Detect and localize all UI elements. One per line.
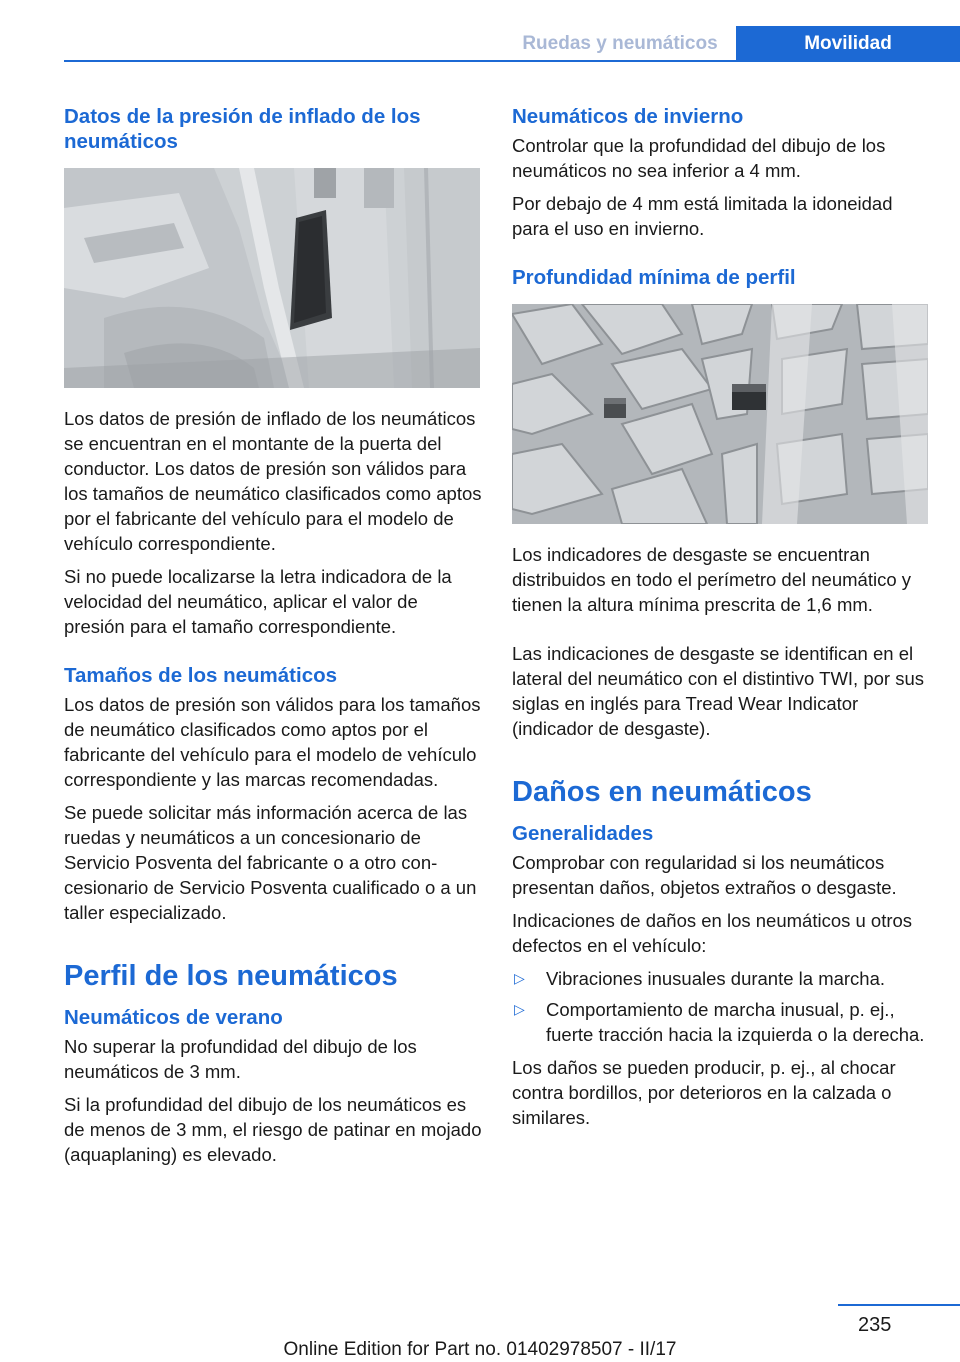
list-item-text: Vibraciones inusuales durante la marcha. [546,968,886,989]
heading-tire-sizes: Tamaños de los neumáticos [64,664,338,687]
paragraph-speed-letter: Si no puede localizarse la letra indicadora de la velocidad del neumático, aplicar el valor de presión para el tamaño correspondiente. [64,566,452,637]
heading-tire-profile: Perfil de los neumáticos [64,960,398,992]
list-item-text: Comportamiento de marcha inusual, p. ej., fuerte tracción hacia la izquierda o la derecha. [546,999,925,1045]
paragraph-winter-depth: Controlar que la profundidad del dibujo de los neumáticos no sea inferior a 4 mm. [512,135,886,181]
paragraph-summer-depth: No superar la profundidad del dibujo de los neumáticos de 3 mm. [64,1036,417,1082]
damage-list [512,966,930,1047]
section-tab[interactable]: Movilidad [736,26,960,62]
chapter-tab[interactable]: Ruedas y neumáticos [522,33,718,54]
paragraph-wear-indicators: Los indicadores de desgaste se encuentran distribuidos en todo el perímetro del neumático y tienen la altura mínima prescrita de 1,6 mm. [512,544,911,615]
right-column [512,104,930,1138]
paragraph-damage-causes: Los daños se pueden producir, p. ej., al chocar contra bordillos, por deterioros en la calzada o similares. [512,1057,896,1128]
heading-min-depth: Profundidad mínima de perfil [512,266,796,289]
tread-figure [512,304,928,524]
paragraph-sizes-valid: Los datos de presión son válidos para los tamaños de neumático clasificados como aptos por el fabricante del vehículo para el modelo de vehículo correspondiente y las marcas recomendadas. [64,694,481,790]
header-divider [64,60,960,62]
header-tabs [504,26,960,62]
paragraph-twi: Las indicaciones de desgaste se identifican en el lateral del neumático con el distintivo TWI, por sus siglas en inglés para Tread Wear Indicator (indicador de desgaste). [512,643,924,739]
list-item [512,966,930,991]
paragraph-damage-indications: Indicaciones de daños en los neumáticos u otros defectos en el vehículo: [512,910,913,956]
heading-general: Generalidades [512,822,654,845]
paragraph-aquaplaning: Si la profundidad del dibujo de los neumáticos es de menos de 3 mm, el riesgo de patinar en mojado (aquaplaning) es elevado. [64,1094,482,1165]
triangle-bullet-icon: ▷ [514,1001,525,1017]
page-number: 235 [858,1314,892,1336]
heading-pressure-data: Datos de la presión de inflado de los neumáticos [64,105,421,153]
paragraph-winter-suitability: Por debajo de 4 mm está limitada la idoneidad para el uso en invierno. [512,193,893,239]
list-item [512,997,930,1047]
left-column [64,104,482,1175]
paragraph-pressure-location: Los datos de presión de inflado de los neumáticos se encuentran en el montante de la puerta del conductor. Los datos de presión son válidos para los tamaños de neumático clasificados como aptos por el fabricante del vehículo para el modelo de vehículo correspondiente. [64,408,482,554]
footer-divider [838,1304,960,1306]
door-pillar-figure [64,168,480,388]
door-pillar-tire-label-icon [64,168,480,388]
paragraph-more-info: Se puede solicitar más información acerca de las ruedas y neumáticos a un concesionario de Servicio Posventa del fabricante o a otro concesionario de Servicio Posventa cualificado o a un taller especializado. [64,802,477,923]
triangle-bullet-icon: ▷ [514,970,525,986]
heading-summer-tires: Neumáticos de verano [64,1006,283,1029]
tread-wear-indicator-icon [512,304,928,524]
paragraph-check-regularly: Comprobar con regularidad si los neumáticos presentan daños, objetos extraños o desgaste. [512,852,897,898]
heading-tire-damage: Daños en neumáticos [512,776,812,808]
edition-footer: Online Edition for Part no. 01402978507 - II/17 [283,1339,677,1360]
heading-winter-tires: Neumáticos de invierno [512,105,744,128]
